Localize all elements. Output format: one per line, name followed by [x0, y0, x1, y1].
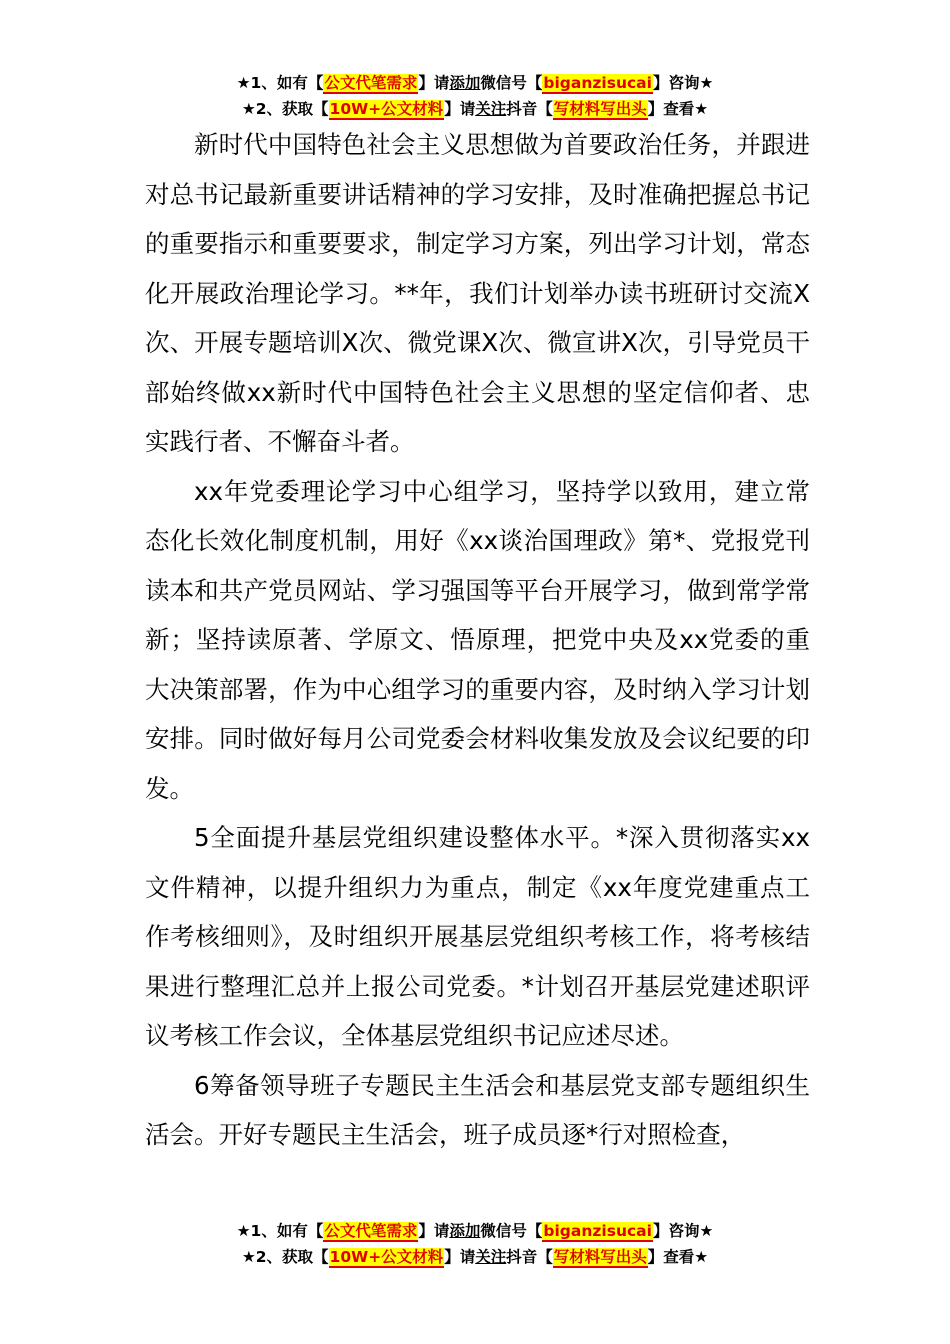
highlight-text: 10W+公文材料	[329, 100, 444, 118]
paragraph-4: 6筹备领导班子专题民主生活会和基层党支部专题组织生活会。开好专题民主生活会，班子成员逐*行对照检查，	[145, 1070, 810, 1149]
highlight-text: 写材料写出头	[553, 1248, 647, 1266]
highlight-text: biganzisucai	[543, 74, 652, 92]
highlight-text: 10W+公文材料	[329, 1248, 444, 1266]
banner-line-1: ★1、如有【公文代笔需求】请添加微信号【biganzisucai】咨询★	[236, 74, 714, 92]
paragraph-1: 新时代中国特色社会主义思想做为首要政治任务，并跟进对总书记最新重要讲话精神的学习安排，及时准确把握总书记的重要指示和重要要求，制定学习方案，列出学习计划，常态化开展政治理论学习。**年，我们计划举办读书班研讨交流X次、开展专题培训X次、微党课X次、微宣讲X次，引导党员干部始终做xx新时代中国特色社会主义思想的坚定信仰者、忠实践行者、不懈奋斗者。	[145, 130, 810, 456]
underlined-text: 关注	[475, 1248, 507, 1266]
banner-line-2: ★2、获取【10W+公文材料】请关注抖音【写材料写出头】查看★	[241, 1248, 709, 1266]
banner-line-1: ★1、如有【公文代笔需求】请添加微信号【biganzisucai】咨询★	[236, 1222, 714, 1240]
paragraph-2: xx年党委理论学习中心组学习，坚持学以致用，建立常态化长效化制度机制，用好《xx谈治国理政》第*、党报党刊读本和共产党员网站、学习强国等平台开展学习，做到常学常新；坚持读原著、学原文、悟原理，把党中央及xx党委的重大决策部署，作为中心组学习的重要内容，及时纳入学习计划安排。同时做好每月公司党委会材料收集发放及会议纪要的印发。	[145, 476, 810, 803]
highlight-text: 公文代笔需求	[324, 74, 418, 92]
document-body	[145, 120, 810, 1160]
header-banner	[0, 70, 950, 122]
highlight-text: 写材料写出头	[553, 100, 647, 118]
paragraph-3: 5全面提升基层党组织建设整体水平。*深入贯彻落实xx文件精神，以提升组织力为重点，制定《xx年度党建重点工作考核细则》，及时组织开展基层党组织考核工作，将考核结果进行整理汇总并上报公司党委。*计划召开基层党建述职评议考核工作会议，全体基层党组织书记应述尽述。	[145, 823, 810, 1050]
underlined-text: 添加	[449, 1222, 481, 1240]
highlight-text: 公文代笔需求	[324, 1222, 418, 1240]
underlined-text: 添加	[449, 74, 481, 92]
banner-line-2: ★2、获取【10W+公文材料】请关注抖音【写材料写出头】查看★	[241, 100, 709, 118]
highlight-text: biganzisucai	[543, 1222, 652, 1240]
underlined-text: 关注	[475, 100, 507, 118]
footer-banner	[0, 1218, 950, 1270]
